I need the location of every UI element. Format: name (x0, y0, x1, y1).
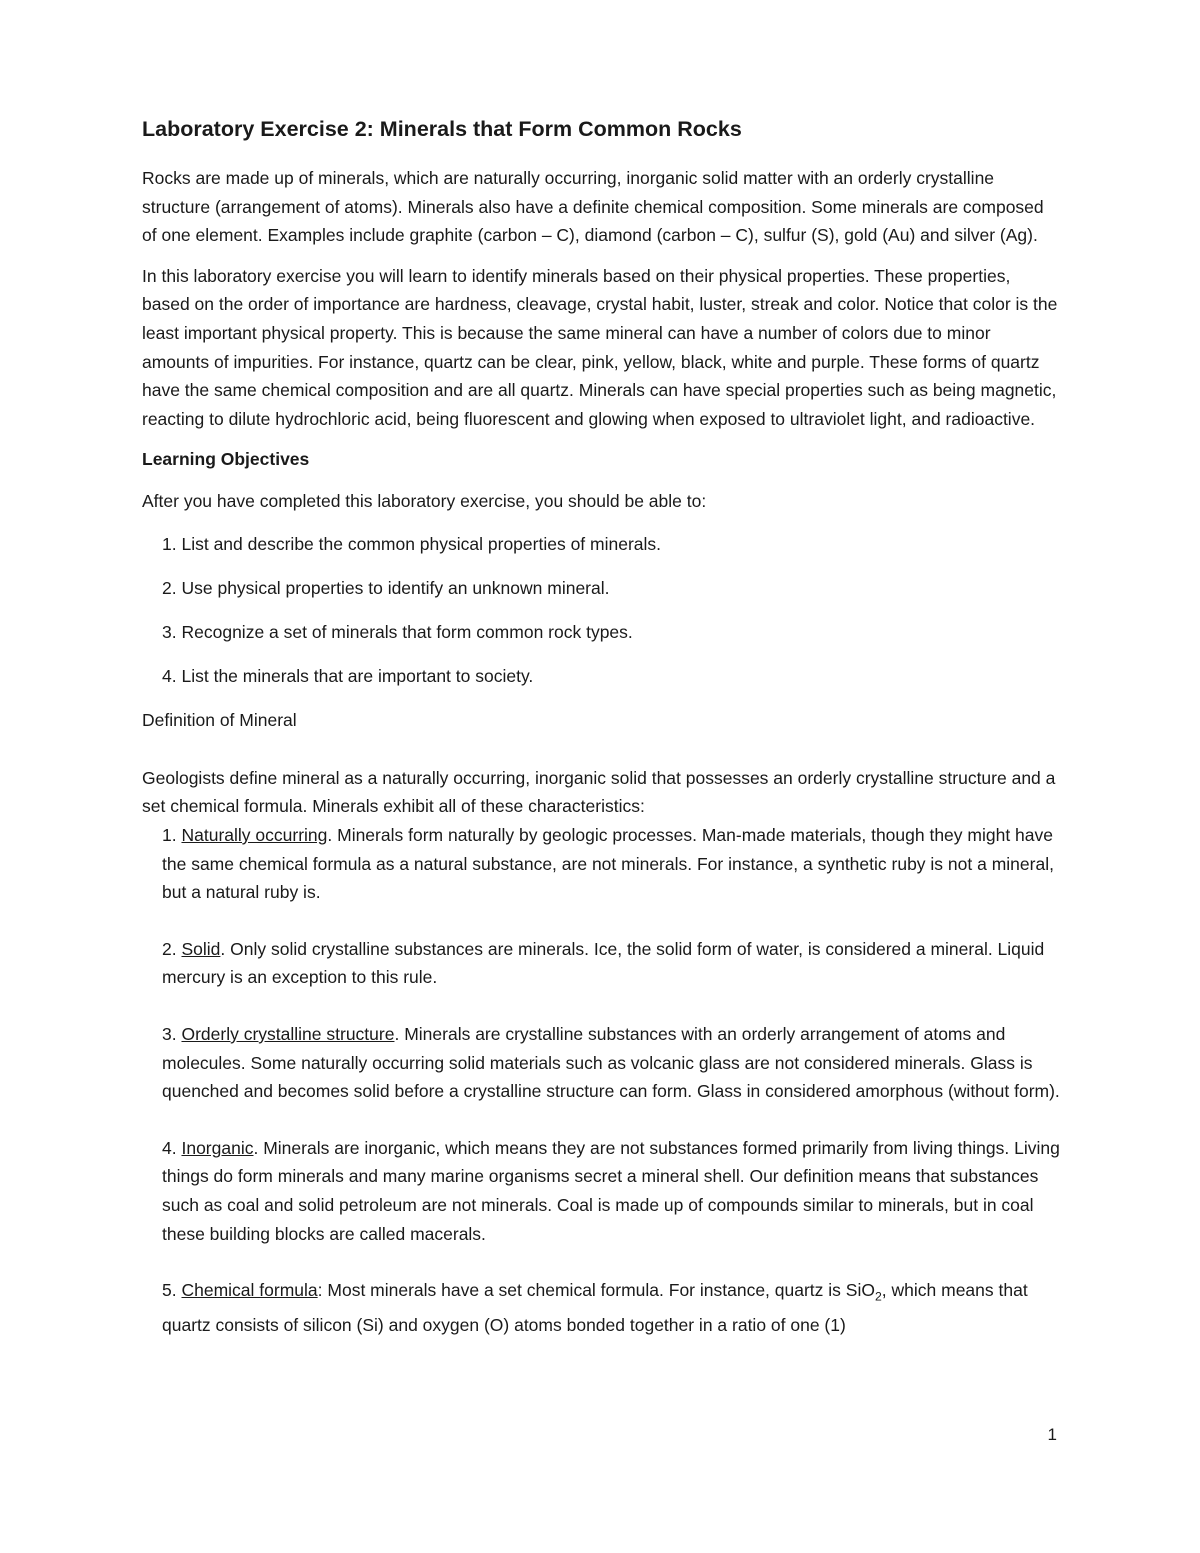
objectives-intro: After you have completed this laboratory exercise, you should be able to: (142, 491, 707, 512)
characteristics-list (142, 821, 1062, 1340)
characteristic-number: 2. (162, 938, 177, 959)
objective-text: List and describe the common physical properties of minerals. (181, 533, 662, 554)
objectives-heading: Learning Objectives (142, 449, 310, 470)
intro-paragraph-1: Rocks are made up of minerals, which are naturally occurring, inorganic solid matter with an orderly crystalline structure (arrangement of atoms). Minerals also have a definite chemical composition. Some minerals are composed of one element. Examples include graphite (carbon – C), diamond (carbon – C), sulfur (S), gold (Au) and silver (Ag). (142, 167, 1044, 246)
list-item (162, 618, 1062, 646)
objective-number: 4. (162, 665, 177, 686)
characteristic-number: 4. (162, 1137, 177, 1158)
characteristic-term: Solid (181, 938, 221, 959)
characteristic-punct: . (327, 825, 333, 846)
definition-intro: Geologists define mineral as a naturally occurring, inorganic solid that possesses an orderly crystalline structure and a set chemical formula. Minerals exhibit all of these characteristics: (142, 767, 1056, 817)
characteristic-text: Most minerals have a set chemical formula. For instance, quartz is (322, 1280, 846, 1301)
objective-text: List the minerals that are important to society. (181, 665, 534, 686)
document-title: Laboratory Exercise 2: Minerals that Form Common Rocks (142, 117, 742, 141)
characteristic-term: Naturally occurring (181, 825, 328, 846)
document-body (142, 116, 1062, 1368)
list-item (162, 530, 1062, 558)
characteristic-text: Minerals are inorganic, which means they are not substances formed primarily from living things. Living things do form minerals and many marine organisms secret a mineral shell. Our definition means that substances such as coal and solid petroleum are not minerals. Coal is made up of compounds similar to minerals, but in coal these building blocks are called macerals. (162, 1137, 1060, 1244)
objective-number: 2. (162, 577, 177, 598)
characteristic-term: Chemical formula (181, 1280, 318, 1301)
characteristic-text: Minerals are crystalline substances with an orderly arrangement of atoms and molecules. Some naturally occurring solid materials such as volcanic glass are not considered minerals. Glass is quenched and becomes solid before a crystalline structure can form. Glass in considered amorphous (without form). (162, 1024, 1060, 1102)
characteristic-text-continued: , which means that quartz consists of silicon (Si) and oxygen (O) atoms bonded together in a ratio of one (1) (162, 1280, 1028, 1336)
definition-heading: Definition of Mineral (142, 709, 297, 730)
characteristic-item (162, 1276, 1062, 1340)
characteristic-item (162, 935, 1062, 992)
objective-number: 1. (162, 533, 177, 554)
characteristic-number: 3. (162, 1024, 177, 1045)
objective-text: Use physical properties to identify an unknown mineral. (181, 577, 610, 598)
characteristic-item (162, 821, 1062, 907)
characteristic-text: Minerals form naturally by geologic processes. Man-made materials, though they might have the same chemical formula as a natural substance, are not minerals. For instance, a synthetic ruby is not a mineral, but a natural ruby is. (162, 825, 1054, 903)
characteristic-punct: . (253, 1137, 259, 1158)
page-number: 1 (1047, 1425, 1057, 1444)
characteristic-item (162, 1020, 1062, 1106)
objective-number: 3. (162, 621, 177, 642)
chemical-formula: SiO$_2$ (845, 1280, 882, 1304)
intro-paragraph-2: In this laboratory exercise you will learn to identify minerals based on their physical properties. These properties, based on the order of importance are hardness, cleavage, crystal habit, luster, streak and color. Notice that color is the least important physical property. This is because the same mineral can have a number of colors due to minor amounts of impurities. For instance, quartz can be clear, pink, yellow, black, white and purple. These forms of quartz have the same chemical composition and are all quartz. Minerals can have special properties such as being magnetic, reacting to dilute hydrochloric acid, being fluorescent and glowing when exposed to ultraviolet light, and radioactive. (142, 265, 1058, 429)
objectives-list (142, 530, 1062, 690)
list-item (162, 662, 1062, 690)
list-item (162, 574, 1062, 602)
characteristic-number: 5. (162, 1280, 177, 1301)
objective-text: Recognize a set of minerals that form common rock types. (181, 621, 633, 642)
characteristic-punct: : (317, 1280, 323, 1301)
characteristic-item (162, 1134, 1062, 1248)
characteristic-term: Orderly crystalline structure (181, 1024, 395, 1045)
characteristic-text: Only solid crystalline substances are minerals. Ice, the solid form of water, is considered a mineral. Liquid mercury is an exception to this rule. (162, 938, 1045, 988)
characteristic-number: 1. (162, 825, 177, 846)
characteristic-punct: . (220, 938, 226, 959)
characteristic-term: Inorganic (181, 1137, 254, 1158)
characteristic-punct: . (394, 1024, 400, 1045)
